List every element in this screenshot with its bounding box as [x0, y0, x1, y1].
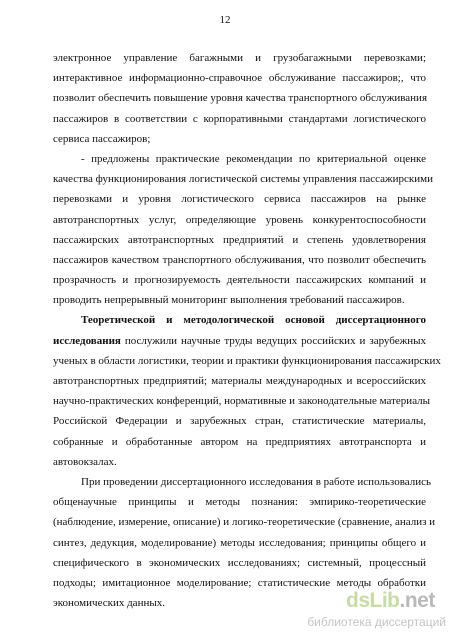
text-line — [53, 250, 426, 270]
line-text: проводить непрерывный мониторинг выполнения требований пассажиров. — [53, 294, 405, 307]
line-text: научно-практических конференций, нормативные и законодательные материалы — [53, 395, 431, 408]
text-line — [53, 472, 432, 492]
line-text: пассажиров качеством транспортного обслуживания, что позволит обеспечить — [53, 253, 426, 266]
text-line — [53, 452, 426, 472]
line-text: интерактивное информационно-справочное обслуживание пассажиров;, что — [53, 72, 426, 85]
text-line — [53, 351, 441, 371]
line-text: общенаучные принципы и методы познания: эмпирико-теоретические — [53, 496, 426, 509]
bold-term: исследования — [53, 334, 121, 347]
line-text: автотранспортных услуг, определяющие уровень конкурентоспособности — [53, 213, 426, 226]
text-line — [53, 169, 433, 189]
line-text: послужили научные труды ведущих российских и зарубежных — [120, 334, 426, 347]
line-text: пассажирских автотранспортных предприятий и степень удовлетворения — [53, 233, 426, 246]
text-line — [53, 88, 426, 108]
text-line — [53, 371, 426, 391]
line-text: качества функционирования логистической системы управления пассажирскими — [53, 173, 433, 186]
line-text: синтез, дедукция, моделирование) методы исследования; принципы общего и — [53, 536, 426, 549]
text-line — [53, 432, 426, 452]
line-text: экономических данных. — [53, 597, 165, 610]
text-line — [53, 149, 426, 169]
line-text: специфического в экономических исследованиях; системный, процессный — [53, 556, 426, 569]
text-line — [53, 230, 426, 250]
text-line — [53, 533, 426, 553]
text-line — [53, 189, 426, 209]
text-line — [53, 109, 426, 129]
text-line — [53, 391, 431, 411]
line-text: собранные и обработанные автором на предприятиях автотранспорта и — [53, 435, 426, 448]
text-line — [53, 68, 426, 88]
line-text: Российской Федерации и зарубежных стран, статистические материалы, — [53, 415, 426, 428]
text-line — [53, 512, 436, 532]
watermark-tld: net — [404, 589, 435, 612]
text-line — [53, 48, 426, 68]
text-line — [53, 411, 426, 431]
line-text: пассажиров в соответствии с корпоративными стандартами логистического — [53, 112, 426, 125]
line-text: автотранспортных предприятий; материалы международных и всероссийских — [53, 375, 426, 387]
watermark-logo — [346, 589, 435, 613]
line-text: электронное управление багажными и грузобагажными перевозками; — [53, 52, 426, 64]
line-text: позволит обеспечить повышение уровня качества транспортного обслуживания — [53, 92, 428, 105]
text-line — [53, 290, 426, 310]
text-line — [53, 129, 426, 149]
watermark-brand: dsLib — [346, 589, 400, 612]
watermark — [286, 589, 446, 633]
watermark-dot: . — [399, 589, 405, 612]
text-line — [53, 492, 426, 512]
line-text: прозрачность и прогнозируемость деятельности пассажирских компаний и — [53, 274, 426, 287]
line-text: автовокзалах. — [53, 455, 117, 468]
body-text — [53, 48, 441, 613]
text-line — [53, 270, 426, 290]
line-text: (наблюдение, измерение, описание) и логико-теоретические (сравнение, анализ и — [53, 516, 436, 529]
line-text: ученых в области логистики, теории и практики функционирования пассажирских — [53, 354, 441, 367]
watermark-subtitle: библиотека диссертаций — [307, 615, 446, 629]
text-line — [53, 310, 426, 330]
text-line — [53, 331, 426, 351]
line-text: При проведении диссертационного исследования в работе использовались — [81, 475, 432, 488]
bold-term: Теоретической и методологической основой диссертационного — [81, 314, 426, 327]
text-line — [53, 210, 426, 230]
line-text: подходы; имитационное моделирование; статистические методы обработки — [53, 576, 426, 589]
line-text: перевозками и уровня логистического сервиса пассажиров на рынке — [53, 193, 426, 206]
page-number: 12 — [219, 14, 231, 26]
line-text: - предложены практические рекомендации по критериальной оценке — [81, 152, 426, 165]
text-line — [53, 553, 426, 573]
line-text: сервиса пассажиров; — [53, 132, 151, 145]
